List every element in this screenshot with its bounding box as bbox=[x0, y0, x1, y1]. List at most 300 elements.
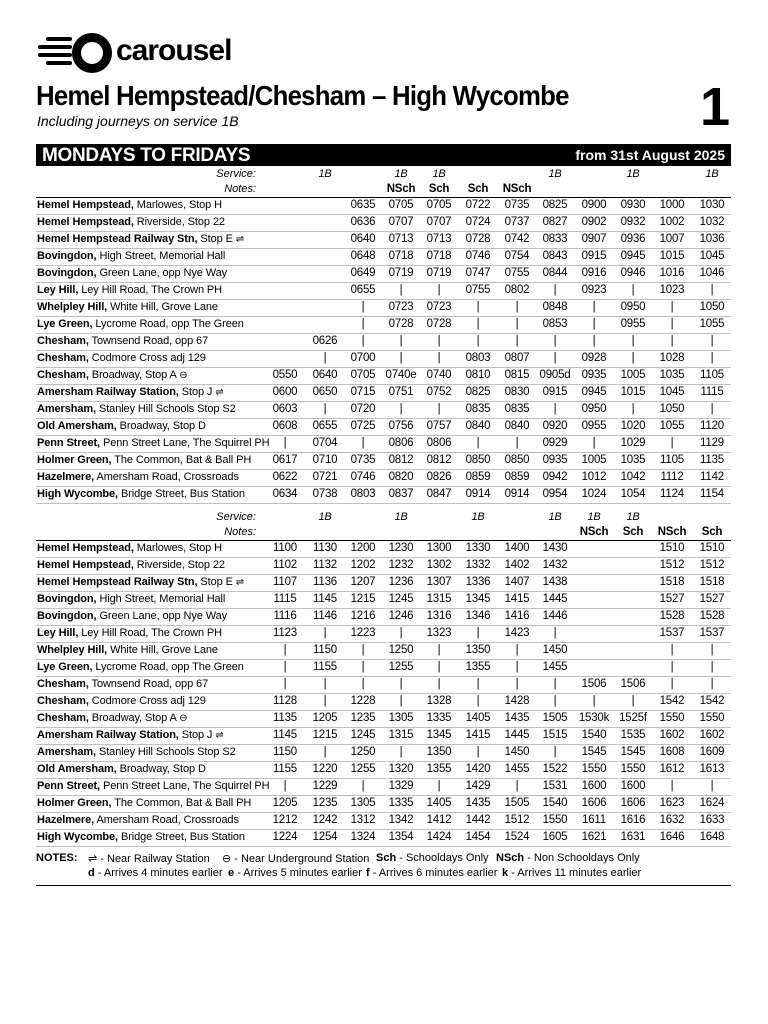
e-code: e bbox=[228, 867, 235, 879]
time-cell: | bbox=[553, 745, 557, 758]
time-cell: | bbox=[553, 402, 557, 415]
stop-name: Penn Street Lane, The Squirrel PH bbox=[102, 436, 270, 449]
stop-name: The Common, Bat & Ball PH bbox=[114, 796, 252, 809]
time-cell: | bbox=[437, 643, 441, 656]
time-cell: 1330 bbox=[465, 541, 491, 554]
stop-name: Amersham Road, Crossroads bbox=[96, 813, 239, 826]
time-cell: 1116 bbox=[273, 609, 297, 622]
stop-name: Broadway, Stop D bbox=[119, 419, 206, 432]
stop-name: Stop J bbox=[181, 728, 213, 741]
rail-note: - Near Railway Station bbox=[100, 853, 210, 865]
stop-row bbox=[36, 779, 731, 796]
time-cell: 0843 bbox=[542, 249, 568, 262]
time-cell: 1235 bbox=[312, 796, 338, 809]
time-cell: 1245 bbox=[350, 728, 376, 741]
stop-label bbox=[37, 335, 208, 347]
notes-cell: NSch bbox=[386, 182, 416, 195]
stop-label bbox=[37, 454, 251, 466]
stop-row bbox=[36, 592, 731, 609]
stop-town: Bovingdon, bbox=[37, 249, 97, 262]
stop-label bbox=[37, 814, 239, 826]
stop-label bbox=[37, 437, 269, 449]
carousel-logo bbox=[38, 33, 238, 73]
time-cell: 1315 bbox=[426, 592, 452, 605]
time-cell: 1305 bbox=[388, 711, 414, 724]
time-cell: 1445 bbox=[504, 728, 530, 741]
time-cell: 1329 bbox=[388, 779, 414, 792]
time-cell: | bbox=[515, 677, 519, 690]
k-code: k bbox=[502, 867, 509, 879]
time-cell: 1415 bbox=[465, 728, 491, 741]
time-cell: | bbox=[670, 300, 674, 313]
time-cell: 1005 bbox=[581, 453, 607, 466]
time-cell: 1624 bbox=[699, 796, 725, 809]
stop-name: Stop E bbox=[200, 575, 233, 588]
time-cell: 1531 bbox=[542, 779, 568, 792]
time-cell: 0742 bbox=[504, 232, 530, 245]
time-cell: 1345 bbox=[465, 592, 491, 605]
stop-row bbox=[36, 419, 731, 436]
time-cell: 0755 bbox=[504, 266, 530, 279]
stop-row bbox=[36, 796, 731, 813]
time-cell: | bbox=[553, 351, 557, 364]
time-cell: 1605 bbox=[542, 830, 568, 843]
e-note: - Arrives 5 minutes earlier bbox=[237, 867, 362, 879]
time-cell: 1540 bbox=[581, 728, 607, 741]
time-cell: 1530k bbox=[578, 711, 610, 724]
stop-town: Penn Street, bbox=[37, 779, 100, 792]
time-cell: 0617 bbox=[272, 453, 298, 466]
stop-name: Ley Hill Road, The Crown PH bbox=[81, 626, 223, 639]
time-cell: | bbox=[670, 317, 674, 330]
time-cell: 0705 bbox=[350, 368, 376, 381]
time-cell: 0740 bbox=[426, 368, 452, 381]
time-cell: | bbox=[553, 626, 557, 639]
time-cell: 0930 bbox=[620, 198, 646, 211]
time-cell: | bbox=[399, 694, 403, 707]
notes-header-row bbox=[36, 526, 731, 541]
time-cell: 0634 bbox=[272, 487, 298, 500]
stop-town: Hemel Hempstead Railway Stn, bbox=[37, 232, 198, 245]
time-cell: 1345 bbox=[426, 728, 452, 741]
stop-row bbox=[36, 575, 731, 592]
time-cell: 1200 bbox=[350, 541, 376, 554]
time-cell: 0928 bbox=[581, 351, 607, 364]
time-cell: 1030 bbox=[699, 198, 725, 211]
stop-row bbox=[36, 728, 731, 745]
time-cell: 1307 bbox=[426, 575, 452, 588]
stop-name: Lycrome Road, opp The Green bbox=[95, 660, 244, 673]
rail-icon: ⇌ bbox=[88, 853, 98, 865]
time-cell: 1229 bbox=[312, 779, 338, 792]
time-cell: 0859 bbox=[465, 470, 491, 483]
stop-row bbox=[36, 215, 731, 232]
time-cell: 0640 bbox=[312, 368, 338, 381]
time-cell: 1205 bbox=[272, 796, 298, 809]
time-cell: | bbox=[710, 283, 714, 296]
time-cell: | bbox=[631, 351, 635, 364]
stop-row bbox=[36, 558, 731, 575]
timetable-section-1 bbox=[36, 168, 731, 504]
time-cell: 1205 bbox=[312, 711, 338, 724]
time-cell: 0835 bbox=[504, 402, 530, 415]
notes-cell: NSch bbox=[502, 182, 532, 195]
time-cell: 1155 bbox=[273, 762, 297, 775]
time-cell: 0728 bbox=[388, 317, 414, 330]
stop-name: High Street, Memorial Hall bbox=[99, 249, 226, 262]
time-cell: 1350 bbox=[426, 745, 452, 758]
time-cell: | bbox=[476, 317, 480, 330]
stop-row bbox=[36, 402, 731, 419]
service-header-row bbox=[36, 511, 731, 526]
time-cell: 0907 bbox=[581, 232, 607, 245]
stop-label bbox=[37, 420, 206, 432]
time-cell: 1154 bbox=[700, 487, 724, 500]
time-cell: 1105 bbox=[660, 453, 684, 466]
stop-row bbox=[36, 351, 731, 368]
time-cell: 1648 bbox=[699, 830, 725, 843]
time-cell: 0713 bbox=[388, 232, 414, 245]
time-cell: 1525f bbox=[619, 711, 647, 724]
time-cell: 0945 bbox=[581, 385, 607, 398]
time-cell: 1600 bbox=[581, 779, 607, 792]
time-cell: 0806 bbox=[426, 436, 452, 449]
time-cell: 1550 bbox=[699, 711, 725, 724]
time-cell: 1400 bbox=[504, 541, 530, 554]
time-cell: 0810 bbox=[465, 368, 491, 381]
time-cell: 0740e bbox=[385, 368, 417, 381]
time-cell: 1228 bbox=[350, 694, 376, 707]
stop-label bbox=[37, 267, 227, 279]
time-cell: 1215 bbox=[350, 592, 376, 605]
time-cell: | bbox=[476, 677, 480, 690]
service-cell: 1B bbox=[471, 511, 485, 523]
time-cell: 1230 bbox=[388, 541, 414, 554]
stop-town: Chesham, bbox=[37, 368, 89, 381]
stop-row bbox=[36, 266, 731, 283]
time-cell: 1505 bbox=[542, 711, 568, 724]
time-cell: 1613 bbox=[699, 762, 725, 775]
time-cell: 0859 bbox=[504, 470, 530, 483]
time-cell: 0914 bbox=[504, 487, 530, 500]
stop-label bbox=[37, 797, 251, 809]
time-cell: 1005 bbox=[620, 368, 646, 381]
stop-row bbox=[36, 711, 731, 728]
stop-row bbox=[36, 609, 731, 626]
stop-town: Hazelmere, bbox=[37, 813, 95, 826]
brand-name: carousel bbox=[116, 34, 232, 67]
time-cell: 1036 bbox=[699, 232, 725, 245]
stop-town: Hemel Hempstead, bbox=[37, 541, 134, 554]
time-cell: 1320 bbox=[388, 762, 414, 775]
time-cell: 1633 bbox=[699, 813, 725, 826]
stop-row bbox=[36, 368, 731, 385]
time-cell: 0815 bbox=[504, 368, 530, 381]
time-cell: 0728 bbox=[426, 317, 452, 330]
time-cell: 1550 bbox=[542, 813, 568, 826]
stop-label bbox=[37, 386, 224, 398]
time-cell: | bbox=[553, 694, 557, 707]
time-cell: 0915 bbox=[581, 249, 607, 262]
time-cell: 1600 bbox=[620, 779, 646, 792]
time-cell: 1632 bbox=[659, 813, 685, 826]
time-cell: 1424 bbox=[426, 830, 452, 843]
stop-name: Broadway, Stop D bbox=[119, 762, 206, 775]
time-cell: 0705 bbox=[426, 198, 452, 211]
time-cell: | bbox=[710, 677, 714, 690]
time-cell: 1446 bbox=[542, 609, 568, 622]
time-cell: 0954 bbox=[542, 487, 568, 500]
service-cell: 1B bbox=[548, 511, 562, 523]
time-cell: | bbox=[476, 626, 480, 639]
time-cell: 0715 bbox=[350, 385, 376, 398]
time-cell: 1135 bbox=[700, 453, 724, 466]
stop-town: Chesham, bbox=[37, 677, 89, 690]
bottom-rule bbox=[36, 885, 731, 886]
time-cell: | bbox=[553, 334, 557, 347]
time-cell: 1145 bbox=[273, 728, 297, 741]
time-cell: | bbox=[399, 283, 403, 296]
notes-cell: Sch bbox=[701, 525, 723, 538]
time-cell: 0649 bbox=[350, 266, 376, 279]
stop-label bbox=[37, 471, 239, 483]
time-cell: 0600 bbox=[272, 385, 298, 398]
time-cell: 1115 bbox=[700, 385, 724, 398]
time-cell: | bbox=[515, 317, 519, 330]
stop-label bbox=[37, 695, 206, 707]
time-cell: | bbox=[670, 334, 674, 347]
time-cell: 1212 bbox=[272, 813, 298, 826]
time-cell: 1537 bbox=[699, 626, 725, 639]
service-cell: 1B bbox=[432, 168, 446, 180]
stop-name: Bridge Street, Bus Station bbox=[120, 487, 245, 500]
stop-town: Holmer Green, bbox=[37, 453, 112, 466]
time-cell: 1510 bbox=[659, 541, 685, 554]
time-cell: 0648 bbox=[350, 249, 376, 262]
time-cell: 1123 bbox=[273, 626, 297, 639]
stop-row bbox=[36, 334, 731, 351]
time-cell: 1545 bbox=[620, 745, 646, 758]
time-cell: 0820 bbox=[388, 470, 414, 483]
stop-name: Marlowes, Stop H bbox=[136, 541, 223, 554]
time-cell: 1012 bbox=[581, 470, 607, 483]
time-cell: | bbox=[437, 334, 441, 347]
stop-name: High Street, Memorial Hall bbox=[99, 592, 226, 605]
time-cell: | bbox=[515, 300, 519, 313]
time-cell: 1145 bbox=[313, 592, 337, 605]
notes-heading: NOTES: bbox=[36, 852, 78, 864]
stop-town: Whelpley Hill, bbox=[37, 300, 108, 313]
time-cell: | bbox=[399, 745, 403, 758]
time-cell: 1623 bbox=[659, 796, 685, 809]
time-cell: 1335 bbox=[388, 796, 414, 809]
time-cell: | bbox=[399, 677, 403, 690]
time-cell: 1050 bbox=[659, 402, 685, 415]
time-cell: 0720 bbox=[350, 402, 376, 415]
time-cell: 1315 bbox=[388, 728, 414, 741]
time-cell: 0826 bbox=[426, 470, 452, 483]
stop-label bbox=[37, 627, 222, 639]
time-cell: 0737 bbox=[504, 215, 530, 228]
time-cell: | bbox=[437, 283, 441, 296]
notes-cell: NSch bbox=[657, 525, 687, 538]
time-cell: 1550 bbox=[659, 711, 685, 724]
stop-town: Old Amersham, bbox=[37, 419, 117, 432]
time-cell: 1323 bbox=[426, 626, 452, 639]
k-note: - Arrives 11 minutes earlier bbox=[511, 867, 642, 879]
underground-note: - Near Underground Station bbox=[234, 853, 370, 865]
notes-cell: Sch bbox=[428, 182, 450, 195]
stop-label bbox=[37, 542, 222, 554]
stop-town: Chesham, bbox=[37, 711, 89, 724]
stop-name: Broadway, Stop A bbox=[91, 368, 177, 381]
time-cell: 1016 bbox=[659, 266, 685, 279]
time-cell: 1246 bbox=[388, 609, 414, 622]
stop-name: Penn Street Lane, The Squirrel PH bbox=[102, 779, 270, 792]
stop-row bbox=[36, 317, 731, 334]
stop-label bbox=[37, 610, 227, 622]
time-cell: 1120 bbox=[700, 419, 724, 432]
notes-cell: Sch bbox=[622, 525, 644, 538]
d-code: d bbox=[88, 867, 95, 879]
time-cell: | bbox=[437, 351, 441, 364]
time-cell: 1142 bbox=[700, 470, 724, 483]
service-cell: 1B bbox=[626, 511, 640, 523]
time-cell: 0626 bbox=[312, 334, 338, 347]
time-cell: 0929 bbox=[542, 436, 568, 449]
time-cell: | bbox=[476, 745, 480, 758]
time-cell: | bbox=[710, 643, 714, 656]
time-cell: 1602 bbox=[659, 728, 685, 741]
time-cell: 0707 bbox=[426, 215, 452, 228]
stop-town: Amersham, bbox=[37, 745, 97, 758]
time-cell: 1050 bbox=[699, 300, 725, 313]
time-cell: | bbox=[323, 402, 327, 415]
header-label: Service: bbox=[216, 168, 256, 180]
time-cell: 1445 bbox=[542, 592, 568, 605]
time-cell: 1316 bbox=[426, 609, 452, 622]
time-cell: | bbox=[710, 334, 714, 347]
time-cell: 1527 bbox=[659, 592, 685, 605]
time-cell: 1450 bbox=[542, 643, 568, 656]
time-cell: 0840 bbox=[465, 419, 491, 432]
service-cell: 1B bbox=[394, 168, 408, 180]
time-cell: 1609 bbox=[699, 745, 725, 758]
time-cell: 0936 bbox=[620, 232, 646, 245]
time-cell: 1328 bbox=[426, 694, 452, 707]
time-cell: 1512 bbox=[504, 813, 530, 826]
time-cell: 0746 bbox=[350, 470, 376, 483]
time-cell: 1435 bbox=[504, 711, 530, 724]
stop-label bbox=[37, 712, 187, 724]
time-cell: | bbox=[670, 660, 674, 673]
stop-name: Green Lane, opp Nye Way bbox=[99, 266, 227, 279]
time-cell: 1130 bbox=[313, 541, 337, 554]
time-cell: 0704 bbox=[312, 436, 338, 449]
time-cell: 1100 bbox=[273, 541, 297, 554]
time-cell: 1002 bbox=[659, 215, 685, 228]
time-cell: 1429 bbox=[465, 779, 491, 792]
time-cell: 0755 bbox=[465, 283, 491, 296]
time-cell: 1450 bbox=[504, 745, 530, 758]
time-cell: 1150 bbox=[313, 643, 337, 656]
time-cell: 1207 bbox=[350, 575, 376, 588]
time-cell: 0636 bbox=[350, 215, 376, 228]
time-cell: | bbox=[631, 334, 635, 347]
stop-name: Townsend Road, opp 67 bbox=[91, 334, 209, 347]
stop-row bbox=[36, 626, 731, 643]
time-cell: | bbox=[670, 436, 674, 449]
time-cell: | bbox=[361, 436, 365, 449]
stop-name: The Common, Bat & Ball PH bbox=[114, 453, 252, 466]
time-cell: 0946 bbox=[620, 266, 646, 279]
time-cell: 1350 bbox=[465, 643, 491, 656]
stop-name: White Hill, Grove Lane bbox=[110, 643, 218, 656]
time-cell: | bbox=[361, 677, 365, 690]
time-cell: 1355 bbox=[465, 660, 491, 673]
time-cell: 1527 bbox=[699, 592, 725, 605]
stop-label bbox=[37, 661, 244, 673]
time-cell: 1354 bbox=[388, 830, 414, 843]
time-cell: 0806 bbox=[388, 436, 414, 449]
stop-row bbox=[36, 830, 731, 847]
stop-town: Whelpley Hill, bbox=[37, 643, 108, 656]
time-cell: 0757 bbox=[426, 419, 452, 432]
stop-label bbox=[37, 831, 245, 843]
time-cell: | bbox=[283, 779, 287, 792]
stop-label bbox=[37, 746, 236, 758]
time-cell: 1107 bbox=[273, 575, 297, 588]
time-cell: 0812 bbox=[426, 453, 452, 466]
time-cell: 0635 bbox=[350, 198, 376, 211]
time-cell: | bbox=[670, 779, 674, 792]
time-cell: 1631 bbox=[620, 830, 646, 843]
time-cell: 1215 bbox=[312, 728, 338, 741]
time-cell: | bbox=[670, 643, 674, 656]
stop-town: Hemel Hempstead, bbox=[37, 215, 134, 228]
time-cell: 0718 bbox=[426, 249, 452, 262]
service-header-row bbox=[36, 168, 731, 183]
time-cell: 1346 bbox=[465, 609, 491, 622]
time-cell: 0935 bbox=[581, 368, 607, 381]
time-cell: 0935 bbox=[542, 453, 568, 466]
time-cell: 1355 bbox=[426, 762, 452, 775]
time-cell: 1611 bbox=[582, 813, 606, 826]
time-cell: 1042 bbox=[620, 470, 646, 483]
stop-town: Lye Green, bbox=[37, 317, 93, 330]
time-cell: | bbox=[323, 677, 327, 690]
time-cell: 1405 bbox=[465, 711, 491, 724]
time-cell: 1528 bbox=[659, 609, 685, 622]
time-cell: 0950 bbox=[620, 300, 646, 313]
time-cell: 0812 bbox=[388, 453, 414, 466]
time-cell: | bbox=[323, 694, 327, 707]
stop-row bbox=[36, 541, 731, 558]
service-cell: 1B bbox=[626, 168, 640, 180]
time-cell: | bbox=[323, 351, 327, 364]
stop-row bbox=[36, 677, 731, 694]
time-cell: | bbox=[476, 436, 480, 449]
time-cell: 1405 bbox=[426, 796, 452, 809]
stop-town: High Wycombe, bbox=[37, 830, 119, 843]
time-cell: 1510 bbox=[699, 541, 725, 554]
notes-cell: NSch bbox=[579, 525, 609, 538]
time-cell: | bbox=[515, 334, 519, 347]
stop-name: Lycrome Road, opp The Green bbox=[95, 317, 244, 330]
time-cell: 1232 bbox=[388, 558, 414, 571]
time-cell: | bbox=[710, 402, 714, 415]
time-cell: | bbox=[361, 300, 365, 313]
